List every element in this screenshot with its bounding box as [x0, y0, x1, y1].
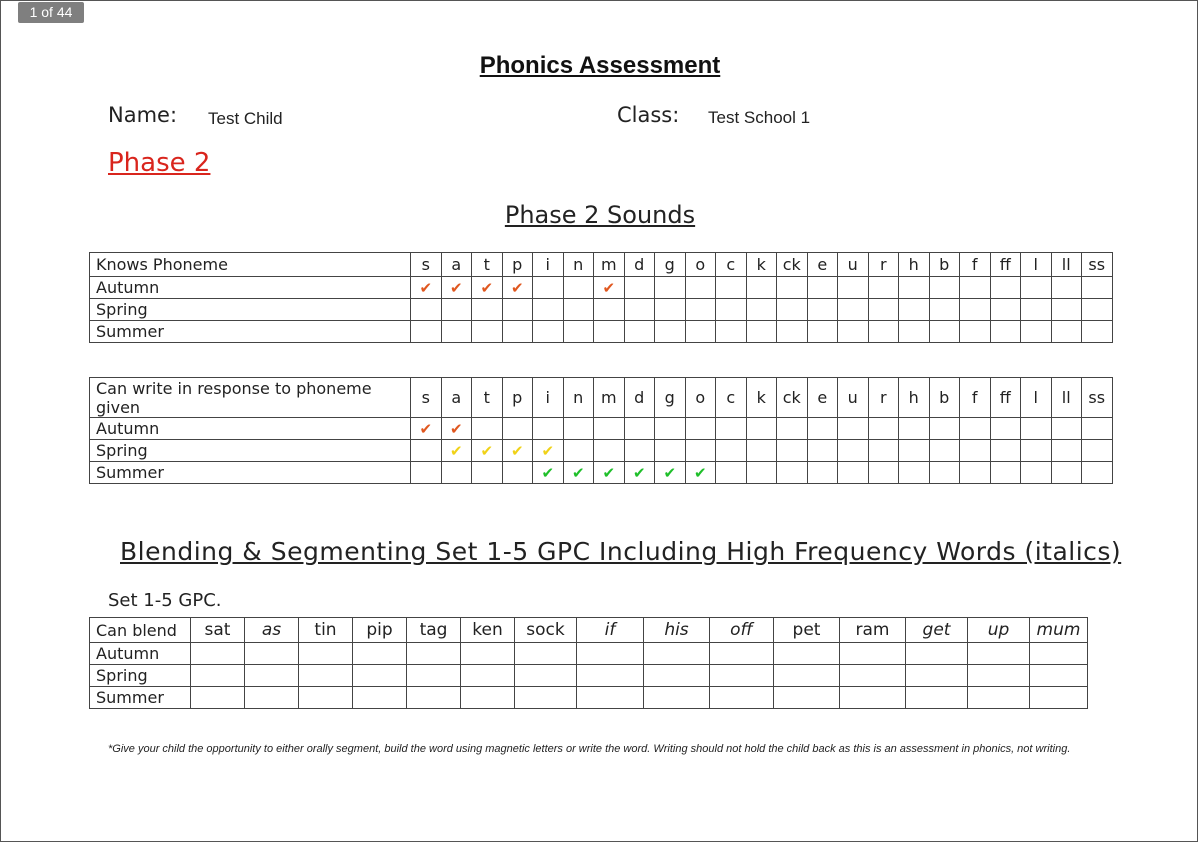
word-cell: ken [461, 618, 515, 643]
assessment-cell [515, 665, 577, 687]
word-cell: pip [353, 618, 407, 643]
assessment-cell [990, 277, 1021, 299]
season-row [90, 462, 1113, 484]
phoneme-cell: ck [777, 378, 808, 418]
assessment-cell [868, 462, 899, 484]
assessment-cell [299, 687, 353, 709]
assessment-cell [929, 321, 960, 343]
assessment-cell [577, 687, 644, 709]
tick-mark-icon: ✔ [571, 464, 585, 482]
assessment-cell [594, 299, 625, 321]
assessment-cell [990, 418, 1021, 440]
assessment-cell [990, 440, 1021, 462]
assessment-cell [1021, 321, 1052, 343]
assessment-cell [899, 418, 930, 440]
season-label: Spring [90, 299, 411, 321]
phoneme-cell: l [1021, 253, 1052, 277]
assessment-cell [840, 643, 906, 665]
assessment-cell [746, 462, 777, 484]
assessment-cell [1021, 462, 1052, 484]
assessment-cell [502, 440, 533, 462]
assessment-cell [472, 462, 503, 484]
assessment-cell [472, 321, 503, 343]
phoneme-cell: ff [990, 253, 1021, 277]
phoneme-cell: g [655, 378, 686, 418]
assessment-cell [777, 277, 808, 299]
phoneme-cell: ss [1082, 253, 1113, 277]
assessment-cell [899, 440, 930, 462]
assessment-cell [906, 665, 968, 687]
assessment-cell [533, 299, 564, 321]
phoneme-cell: m [594, 253, 625, 277]
tick-mark-icon: ✔ [602, 279, 616, 297]
assessment-cell [990, 299, 1021, 321]
footnote: *Give your child the opportunity to either orally segment, build the word using magnetic letters or write the word. Writing should not hold the child back as this is an assessment in phonics, not writing. [108, 743, 1071, 755]
tick-mark-icon: ✔ [419, 420, 433, 438]
assessment-cell [929, 440, 960, 462]
phoneme-cell: e [807, 378, 838, 418]
tick-mark-icon: ✔ [510, 279, 524, 297]
assessment-cell [685, 418, 716, 440]
assessment-cell [838, 299, 869, 321]
assessment-cell [929, 462, 960, 484]
assessment-cell [968, 665, 1030, 687]
assessment-cell [411, 321, 442, 343]
sounds-title: Phase 2 Sounds [504, 201, 696, 229]
assessment-cell [191, 643, 245, 665]
phoneme-cell: e [807, 253, 838, 277]
assessment-cell [461, 665, 515, 687]
assessment-cell [563, 321, 594, 343]
assessment-cell [685, 299, 716, 321]
assessment-cell [472, 277, 503, 299]
word-cell: tin [299, 618, 353, 643]
assessment-cell [716, 299, 747, 321]
assessment-cell [1082, 440, 1113, 462]
word-cell: mum [1030, 618, 1088, 643]
assessment-cell [245, 643, 299, 665]
assessment-cell [960, 277, 991, 299]
assessment-cell [245, 665, 299, 687]
assessment-cell [441, 440, 472, 462]
season-row [90, 299, 1113, 321]
phoneme-cell: n [563, 378, 594, 418]
blending-title: Blending & Segmenting Set 1-5 GPC Including High Frequency Words (italics) [120, 537, 1122, 566]
assessment-cell [868, 277, 899, 299]
season-row [90, 440, 1113, 462]
word-cell: sat [191, 618, 245, 643]
assessment-cell [502, 299, 533, 321]
assessment-cell [960, 462, 991, 484]
phoneme-cell: ll [1051, 253, 1082, 277]
assessment-cell [245, 687, 299, 709]
assessment-cell [777, 440, 808, 462]
assessment-cell [533, 321, 564, 343]
phoneme-cell: n [563, 253, 594, 277]
assessment-cell [838, 277, 869, 299]
assessment-cell [899, 299, 930, 321]
set-label: Set 1-5 GPC. [108, 590, 222, 611]
assessment-cell [1082, 299, 1113, 321]
assessment-cell [515, 687, 577, 709]
phoneme-header-row [90, 378, 1113, 418]
assessment-cell [774, 665, 840, 687]
knows-phoneme-table [89, 252, 1113, 343]
assessment-cell [502, 277, 533, 299]
assessment-cell [411, 462, 442, 484]
assessment-cell [441, 277, 472, 299]
document-title: Phonics Assessment [479, 52, 721, 79]
tick-mark-icon: ✔ [510, 442, 524, 460]
season-label: Spring [90, 665, 191, 687]
assessment-cell [655, 462, 686, 484]
phoneme-cell: p [502, 378, 533, 418]
assessment-cell [807, 277, 838, 299]
assessment-cell [515, 643, 577, 665]
assessment-cell [472, 418, 503, 440]
phoneme-cell: r [868, 378, 899, 418]
assessment-cell [899, 462, 930, 484]
assessment-cell [777, 299, 808, 321]
season-row [90, 418, 1113, 440]
assessment-cell [594, 440, 625, 462]
phoneme-header-row [90, 253, 1113, 277]
assessment-cell [774, 643, 840, 665]
assessment-cell [624, 462, 655, 484]
assessment-cell [441, 299, 472, 321]
assessment-cell [807, 418, 838, 440]
tick-mark-icon: ✔ [419, 279, 433, 297]
assessment-cell [685, 277, 716, 299]
assessment-cell [502, 462, 533, 484]
assessment-cell [960, 440, 991, 462]
phoneme-cell: i [533, 253, 564, 277]
assessment-cell [807, 462, 838, 484]
assessment-cell [746, 299, 777, 321]
assessment-cell [407, 665, 461, 687]
tick-mark-icon: ✔ [663, 464, 677, 482]
assessment-cell [299, 643, 353, 665]
phoneme-cell: h [899, 253, 930, 277]
tick-mark-icon: ✔ [480, 442, 494, 460]
assessment-cell [906, 687, 968, 709]
assessment-cell [533, 418, 564, 440]
assessment-cell [563, 418, 594, 440]
phoneme-cell: ll [1051, 378, 1082, 418]
assessment-cell [577, 665, 644, 687]
assessment-cell [968, 643, 1030, 665]
phoneme-cell: k [746, 253, 777, 277]
season-label: Summer [90, 321, 411, 343]
phoneme-cell: t [472, 253, 503, 277]
assessment-cell [807, 299, 838, 321]
word-cell: pet [774, 618, 840, 643]
tick-mark-icon: ✔ [449, 279, 463, 297]
name-value: Test Child [208, 109, 283, 128]
assessment-cell [716, 440, 747, 462]
assessment-cell [685, 440, 716, 462]
season-label: Spring [90, 440, 411, 462]
assessment-cell [710, 665, 774, 687]
phoneme-cell: a [441, 253, 472, 277]
phoneme-cell: a [441, 378, 472, 418]
assessment-cell [990, 462, 1021, 484]
assessment-cell [563, 299, 594, 321]
season-label: Summer [90, 687, 191, 709]
write-phoneme-table [89, 377, 1113, 484]
assessment-cell [1082, 277, 1113, 299]
class-label: Class: [617, 103, 680, 127]
header-label: Can write in response to phoneme given [90, 378, 411, 418]
assessment-cell [441, 462, 472, 484]
assessment-cell [461, 643, 515, 665]
words-header-row [90, 618, 1088, 643]
phoneme-cell: f [960, 378, 991, 418]
assessment-cell [838, 321, 869, 343]
assessment-cell [533, 462, 564, 484]
assessment-cell [746, 440, 777, 462]
season-row [90, 643, 1088, 665]
assessment-cell [899, 277, 930, 299]
assessment-cell [1021, 440, 1052, 462]
assessment-cell [1051, 462, 1082, 484]
phoneme-cell: o [685, 378, 716, 418]
assessment-cell [533, 440, 564, 462]
phoneme-cell: ck [777, 253, 808, 277]
assessment-cell [1051, 440, 1082, 462]
assessment-cell [655, 277, 686, 299]
phoneme-cell: t [472, 378, 503, 418]
assessment-cell [191, 687, 245, 709]
assessment-cell [411, 277, 442, 299]
assessment-cell [624, 299, 655, 321]
assessment-cell [594, 277, 625, 299]
assessment-cell [716, 462, 747, 484]
tick-mark-icon: ✔ [602, 464, 616, 482]
season-row [90, 321, 1113, 343]
assessment-cell [1030, 687, 1088, 709]
assessment-cell [807, 321, 838, 343]
assessment-cell [929, 418, 960, 440]
assessment-cell [777, 321, 808, 343]
assessment-cell [472, 299, 503, 321]
assessment-cell [716, 418, 747, 440]
assessment-cell [774, 687, 840, 709]
word-cell: sock [515, 618, 577, 643]
assessment-cell [644, 643, 710, 665]
word-cell: as [245, 618, 299, 643]
phoneme-cell: l [1021, 378, 1052, 418]
season-row [90, 687, 1088, 709]
assessment-cell [594, 418, 625, 440]
assessment-cell [685, 462, 716, 484]
assessment-cell [594, 321, 625, 343]
assessment-cell [644, 687, 710, 709]
phoneme-cell: u [838, 378, 869, 418]
phoneme-cell: p [502, 253, 533, 277]
assessment-cell [624, 277, 655, 299]
tick-mark-icon: ✔ [541, 464, 555, 482]
assessment-cell [807, 440, 838, 462]
assessment-cell [472, 440, 503, 462]
assessment-cell [868, 321, 899, 343]
assessment-cell [411, 440, 442, 462]
season-row [90, 277, 1113, 299]
phoneme-cell: ff [990, 378, 1021, 418]
assessment-cell [1051, 277, 1082, 299]
assessment-cell [411, 299, 442, 321]
assessment-cell [533, 277, 564, 299]
assessment-cell [191, 665, 245, 687]
assessment-cell [655, 321, 686, 343]
phoneme-cell: o [685, 253, 716, 277]
assessment-cell [1082, 462, 1113, 484]
word-cell: up [968, 618, 1030, 643]
assessment-cell [644, 665, 710, 687]
assessment-cell [461, 687, 515, 709]
assessment-cell [868, 440, 899, 462]
assessment-cell [710, 687, 774, 709]
phoneme-cell: k [746, 378, 777, 418]
assessment-cell [1082, 321, 1113, 343]
assessment-cell [968, 687, 1030, 709]
phoneme-cell: s [411, 378, 442, 418]
season-row [90, 665, 1088, 687]
season-label: Summer [90, 462, 411, 484]
assessment-cell [777, 418, 808, 440]
phoneme-cell: d [624, 253, 655, 277]
assessment-cell [716, 321, 747, 343]
season-label: Autumn [90, 643, 191, 665]
assessment-cell [868, 299, 899, 321]
assessment-cell [838, 440, 869, 462]
season-label: Autumn [90, 277, 411, 299]
assessment-cell [353, 687, 407, 709]
assessment-cell [1051, 321, 1082, 343]
assessment-cell [685, 321, 716, 343]
class-value: Test School 1 [708, 108, 811, 127]
assessment-cell [441, 321, 472, 343]
assessment-cell [838, 418, 869, 440]
assessment-cell [502, 418, 533, 440]
assessment-cell [960, 321, 991, 343]
assessment-cell [441, 418, 472, 440]
name-label: Name: [108, 103, 178, 127]
phoneme-cell: d [624, 378, 655, 418]
assessment-cell [594, 462, 625, 484]
assessment-cell [624, 418, 655, 440]
word-cell: get [906, 618, 968, 643]
word-cell: ram [840, 618, 906, 643]
assessment-cell [960, 418, 991, 440]
assessment-cell [1030, 643, 1088, 665]
phoneme-cell: c [716, 378, 747, 418]
tick-mark-icon: ✔ [449, 442, 463, 460]
assessment-cell [868, 418, 899, 440]
assessment-cell [353, 643, 407, 665]
assessment-cell [1030, 665, 1088, 687]
phoneme-cell: b [929, 378, 960, 418]
phoneme-cell: h [899, 378, 930, 418]
phoneme-cell: ss [1082, 378, 1113, 418]
assessment-cell [624, 440, 655, 462]
phoneme-cell: m [594, 378, 625, 418]
tick-mark-icon: ✔ [693, 464, 707, 482]
assessment-cell [655, 299, 686, 321]
header-label: Knows Phoneme [90, 253, 411, 277]
phoneme-cell: b [929, 253, 960, 277]
assessment-cell [1051, 418, 1082, 440]
assessment-cell [655, 440, 686, 462]
assessment-cell [929, 299, 960, 321]
phoneme-cell: r [868, 253, 899, 277]
assessment-cell [577, 643, 644, 665]
assessment-cell [899, 321, 930, 343]
word-cell: off [710, 618, 774, 643]
assessment-cell [353, 665, 407, 687]
assessment-cell [777, 462, 808, 484]
word-cell: his [644, 618, 710, 643]
phoneme-cell: c [716, 253, 747, 277]
assessment-cell [1021, 277, 1052, 299]
tick-mark-icon: ✔ [632, 464, 646, 482]
assessment-cell [746, 321, 777, 343]
assessment-cell [929, 277, 960, 299]
assessment-cell [502, 321, 533, 343]
assessment-cell [1021, 299, 1052, 321]
assessment-cell [563, 440, 594, 462]
page-counter: 1 of 44 [18, 2, 84, 23]
tick-mark-icon: ✔ [449, 420, 463, 438]
assessment-cell [710, 643, 774, 665]
assessment-cell [1051, 299, 1082, 321]
phoneme-cell: g [655, 253, 686, 277]
assessment-cell [746, 277, 777, 299]
assessment-cell [407, 643, 461, 665]
header-label: Can blend [90, 618, 191, 643]
word-cell: if [577, 618, 644, 643]
phoneme-cell: i [533, 378, 564, 418]
assessment-cell [411, 418, 442, 440]
assessment-cell [746, 418, 777, 440]
assessment-cell [716, 277, 747, 299]
phoneme-cell: f [960, 253, 991, 277]
assessment-cell [563, 277, 594, 299]
tick-mark-icon: ✔ [541, 442, 555, 460]
tick-mark-icon: ✔ [480, 279, 494, 297]
assessment-cell [299, 665, 353, 687]
assessment-cell [407, 687, 461, 709]
assessment-cell [624, 321, 655, 343]
word-cell: tag [407, 618, 461, 643]
assessment-cell [563, 462, 594, 484]
phoneme-cell: s [411, 253, 442, 277]
assessment-cell [1082, 418, 1113, 440]
season-label: Autumn [90, 418, 411, 440]
assessment-cell [655, 418, 686, 440]
blending-table [89, 617, 1088, 709]
phoneme-cell: u [838, 253, 869, 277]
assessment-cell [840, 665, 906, 687]
assessment-cell [906, 643, 968, 665]
assessment-cell [840, 687, 906, 709]
assessment-cell [990, 321, 1021, 343]
assessment-cell [960, 299, 991, 321]
phase-title: Phase 2 [108, 148, 211, 178]
assessment-cell [1021, 418, 1052, 440]
assessment-cell [838, 462, 869, 484]
